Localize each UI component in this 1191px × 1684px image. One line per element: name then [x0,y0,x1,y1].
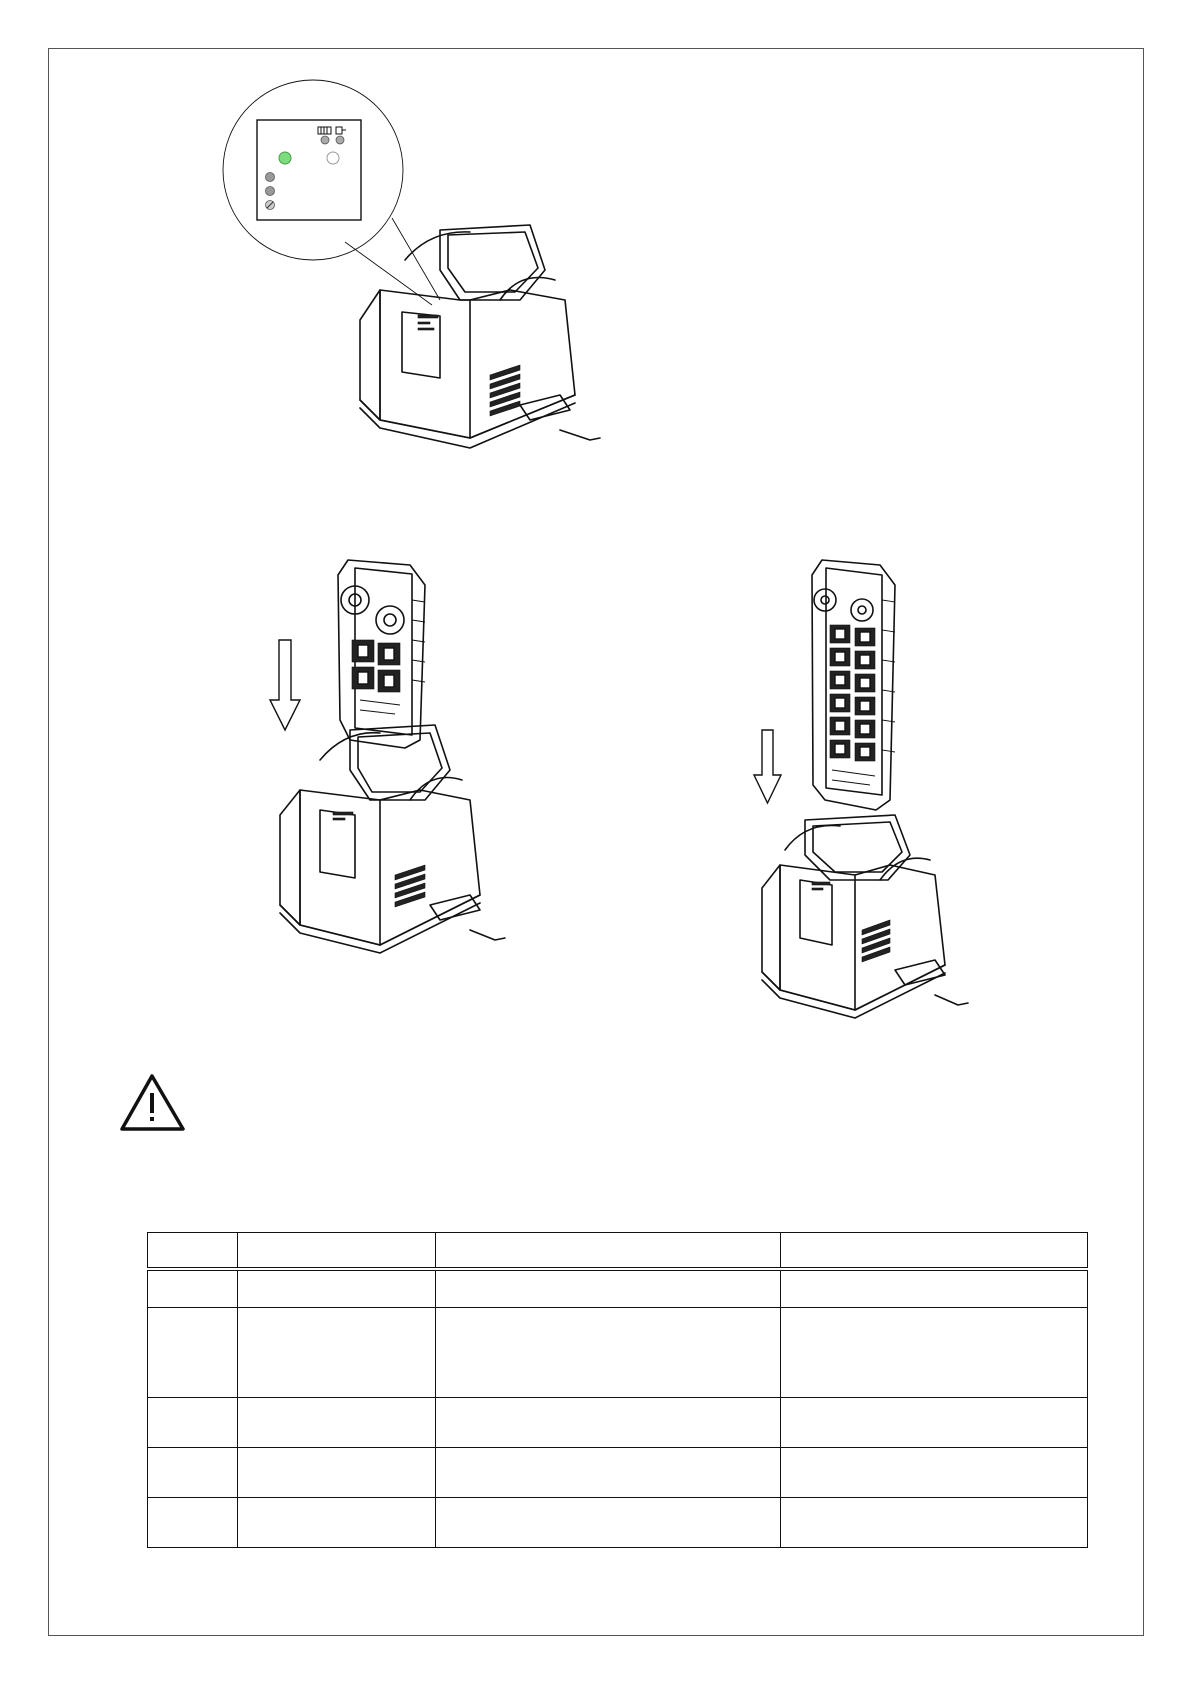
table-cell [781,1269,1088,1307]
large-transmitter [812,560,895,810]
table-cell [238,1269,436,1307]
table-cell [436,1497,781,1547]
status-table [147,1232,1088,1548]
table-cell [238,1447,436,1497]
table-cell [238,1307,436,1397]
table-header-cell [436,1233,781,1270]
table-cell [148,1497,238,1547]
table-header-cell [781,1233,1088,1270]
table-header-cell [238,1233,436,1270]
table-cell [238,1397,436,1447]
warning-triangle-icon [119,1071,189,1137]
table-row [148,1269,1088,1307]
table-cell [781,1307,1088,1397]
charger-body [762,815,968,1018]
table-row [148,1447,1088,1497]
table-header-cell [148,1233,238,1270]
table-cell [781,1397,1088,1447]
table-cell [781,1497,1088,1547]
table-row [148,1497,1088,1547]
table-cell [436,1447,781,1497]
insert-arrow-icon [754,730,781,803]
table-header-row [148,1233,1088,1270]
table-cell [436,1397,781,1447]
table-row [148,1307,1088,1397]
table-cell [148,1397,238,1447]
table-cell [148,1269,238,1307]
table-cell [148,1447,238,1497]
table-cell [238,1497,436,1547]
table-cell [781,1447,1088,1497]
table-cell [148,1307,238,1397]
table-cell [436,1269,781,1307]
table-cell [436,1307,781,1397]
table-row [148,1397,1088,1447]
